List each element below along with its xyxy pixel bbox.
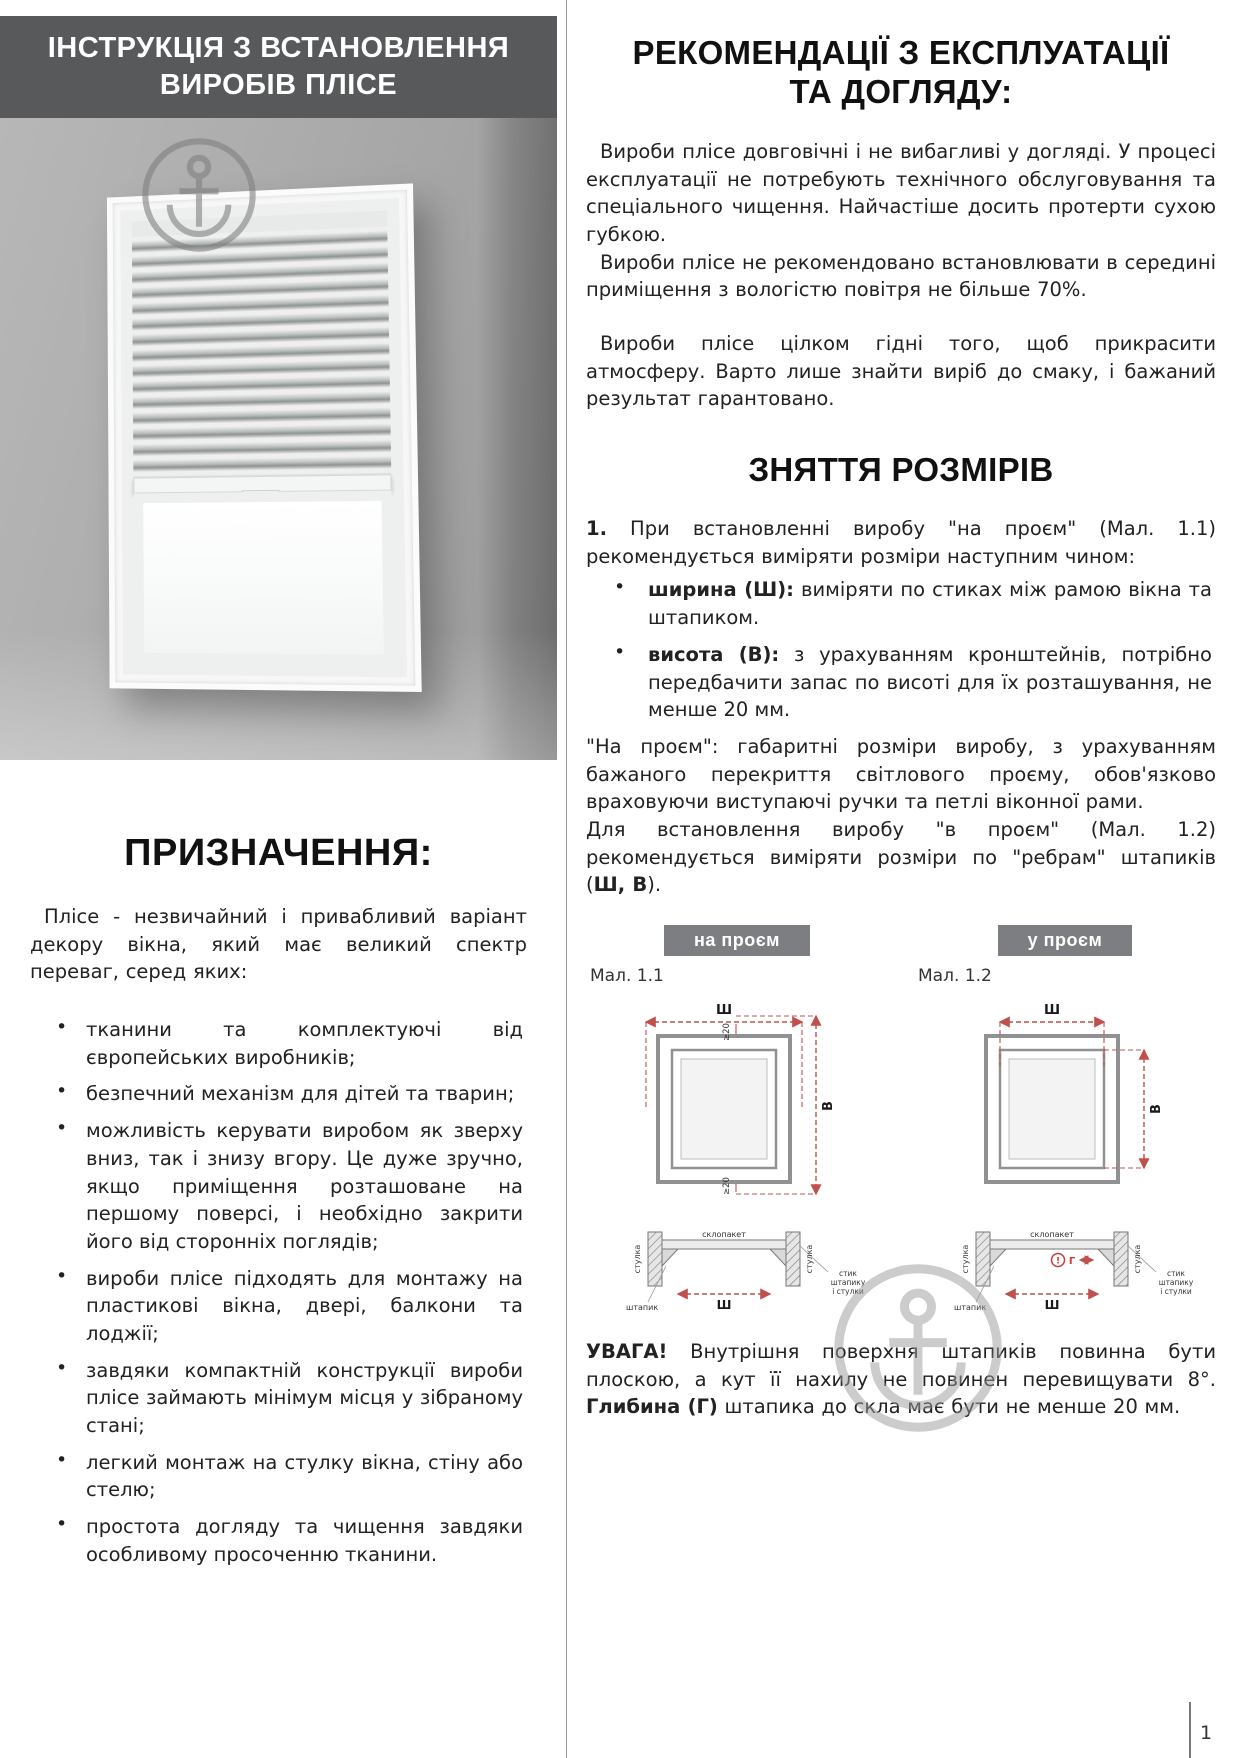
width-label: Ш: [715, 1003, 733, 1018]
purpose-heading: ПРИЗНАЧЕННЯ:: [124, 832, 433, 874]
min20-top-label: ≥20: [722, 1023, 732, 1041]
list-item: [614, 641, 1212, 724]
sash-right-label: стулка: [805, 1244, 814, 1274]
list-item: [614, 576, 1212, 631]
care-heading-line2: ТА ДОГЛЯДУ:: [789, 72, 1013, 110]
joint-label-2: штапику: [830, 1278, 866, 1287]
bead-label: штапик: [626, 1303, 659, 1312]
left-header-banner: [0, 16, 557, 118]
diagram2-caption: Мал. 1.2: [918, 966, 992, 986]
attention-text-1: Внутрішня поверхня штапиків повинна бути плоскою, а кут її нахилу не повинен перевищувати 8°.: [586, 1340, 1216, 1391]
right-column: [586, 0, 1216, 1421]
list-item-text: безпечний механізм для дітей та тварин;: [86, 1082, 515, 1106]
list-item: [56, 1080, 523, 1108]
bullet-icon: •: [56, 1448, 68, 1471]
diagram1-header-row: [586, 925, 888, 956]
height-label: В: [1149, 1104, 1164, 1114]
bullet-icon: •: [56, 1513, 68, 1536]
window-illustration: [107, 183, 422, 692]
list-item: [56, 1357, 523, 1440]
sash-right-label: стулка: [1133, 1244, 1142, 1274]
care-paragraph-1: Вироби плісе довговічні і не вибагливі у догляді. У процесі експлуатації не потребують технічного обслуговування та спеціального чищення. Найчастіше досить протерти сухою губкою.: [586, 139, 1216, 246]
list-item: [56, 1117, 523, 1255]
bullet-icon: •: [56, 1080, 68, 1103]
glazing-label: склопакет: [702, 1230, 746, 1239]
joint-label-3: і стулки: [1160, 1287, 1192, 1296]
care-heading-line1: РЕКОМЕНДАЦІЇ З ЕКСПЛУАТАЦІЇ: [632, 34, 1170, 71]
attention-word: УВАГА!: [586, 1340, 668, 1363]
joint-label-1: стик: [839, 1269, 857, 1278]
diagram1-drawing: [586, 988, 888, 1318]
attention-text-2: штапика до скла має бути не менше 20 мм.: [717, 1395, 1181, 1419]
joint-label-1: стик: [1167, 1269, 1185, 1278]
width-label: Ш: [1043, 1003, 1061, 1018]
section-width-label: Ш: [716, 1298, 732, 1312]
sizing-paragraph-3-text: Для встановлення виробу "в проєм" (Мал. 1.2) рекомендується виміряти розміри по "ребрам" штапиків (: [586, 817, 1216, 897]
sizing-paragraph-2: "На проєм": габаритні розміри виробу, з урахуванням бажаного перекриття світлового проєму, обов'язково враховуючи виступаючі ручки та петлі віконної рами.: [586, 734, 1216, 814]
list-item-text: [648, 641, 1212, 724]
exclamation-icon: !: [1055, 1256, 1061, 1267]
width-definition: виміряти по стиках між рамою вікна та штапиком.: [648, 578, 1212, 630]
cross-section: [976, 1232, 1156, 1302]
glazing-label: склопакет: [1030, 1230, 1074, 1239]
sizing-list: [586, 576, 1216, 723]
height-label: В: [821, 1101, 836, 1111]
attention-paragraph: [586, 1338, 1216, 1421]
sizing-paragraph-3-end: ).: [647, 873, 662, 897]
min20-bottom-label: ≥20: [722, 1177, 732, 1195]
purpose-intro: Плісе - незвичайний і привабливий варіант декору вікна, який має великий спектр переваг, серед яких:: [30, 905, 527, 984]
window-frame: [120, 198, 407, 677]
page-number-divider: [1189, 1702, 1191, 1758]
joint-label-3: і стулки: [832, 1287, 864, 1296]
page-number: 1: [1200, 1722, 1213, 1744]
list-item-text: простота догляду та чищення завдяки особливому просоченню тканини.: [86, 1515, 523, 1566]
list-item: [56, 1449, 523, 1504]
bullet-icon: •: [56, 1264, 68, 1287]
diagram-u-proem: [914, 925, 1216, 1318]
sizing-heading: ЗНЯТТЯ РОЗМІРІВ: [748, 451, 1054, 489]
diagram2-drawing: [914, 988, 1216, 1318]
diagram1-header: на проєм: [664, 925, 810, 956]
list-item-text: завдяки компактній конструкції вироби плісе займають мінімум місця у зібраному стані;: [86, 1358, 523, 1437]
list-item: [56, 1016, 523, 1071]
bead-label: штапик: [954, 1303, 987, 1312]
height-term: висота (В):: [648, 642, 780, 666]
list-item-text: [648, 576, 1212, 631]
sash-left-label: стулка: [633, 1244, 642, 1274]
list-item: [56, 1513, 523, 1568]
bullet-icon: •: [56, 1016, 68, 1039]
list-item-text: вироби плісе підходять для монтажу на пластикові вікна, двері, балкони та лоджії;: [86, 1266, 523, 1345]
sizing-paragraph-3: [586, 816, 1216, 899]
depth-term: Глибина (Г): [586, 1395, 718, 1419]
left-header-line2: ВИРОБІВ ПЛІСЕ: [159, 69, 398, 101]
diagrams: [586, 925, 1216, 1318]
section-width-label: Ш: [1044, 1298, 1060, 1312]
bullet-icon: •: [614, 576, 626, 599]
bullet-icon: •: [56, 1356, 68, 1379]
bullet-icon: •: [614, 640, 626, 663]
window-drawing: [986, 1036, 1118, 1182]
width-term: ширина (Ш):: [648, 578, 794, 602]
pleated-blind-fabric: [132, 226, 391, 478]
bullet-icon: •: [56, 1117, 68, 1140]
diagram2-header-row: [914, 925, 1216, 956]
diagram-na-proem: [586, 925, 888, 1318]
joint-label-2: штапику: [1158, 1278, 1194, 1287]
list-item-text: тканини та комплектуючі від європейських виробників;: [86, 1018, 523, 1069]
depth-label: Г: [1068, 1256, 1076, 1267]
cross-section: [648, 1232, 828, 1302]
care-paragraph-2: Вироби плісе не рекомендовано встановлювати в середині приміщення з вологістю повітря не більше 70%.: [586, 250, 1216, 302]
care-paragraph-3: Вироби плісе цілком гідні того, щоб прикрасити атмосферу. Варто лише знайти виріб до смаку, і бажаний результат гарантовано.: [586, 332, 1216, 411]
diagram2-header: у проєм: [998, 925, 1133, 956]
sizing-intro-text: При встановленні виробу "на проєм" (Мал. 1.1) рекомендується виміряти розміри наступним чином:: [586, 517, 1216, 568]
sash-left-label: стулка: [961, 1244, 970, 1274]
list-item-text: можливість керувати виробом як зверху вниз, так і знизу вгору. Це дуже зручно, якщо приміщення розташоване на першому поверсі, і необхідно закрити його від сторонніх поглядів;: [86, 1119, 523, 1253]
window-glass: [134, 491, 395, 665]
column-divider: [566, 0, 567, 1758]
diagram1-caption: Мал. 1.1: [590, 966, 664, 986]
list-item: [56, 1265, 523, 1348]
sizing-intro-number: 1.: [586, 517, 607, 541]
sizing-intro: [586, 515, 1216, 570]
care-heading: [586, 34, 1216, 112]
sizing-paragraph-3-bold: Ш, В: [593, 873, 648, 897]
product-photo: [0, 118, 557, 760]
list-item-text: легкий монтаж на стулку вікна, стіну або стелю;: [86, 1450, 523, 1502]
window-drawing: [658, 1036, 790, 1182]
depth-annotation: [1052, 1254, 1094, 1268]
height-definition: з урахуванням кронштейнів, потрібно передбачити запас по висоті для їх розташування, не менше 20 мм.: [648, 642, 1212, 722]
purpose-list: [0, 1016, 557, 1568]
left-header-line1: ІНСТРУКЦІЯ З ВСТАНОВЛЕННЯ: [47, 31, 510, 64]
left-column: [0, 0, 557, 1577]
